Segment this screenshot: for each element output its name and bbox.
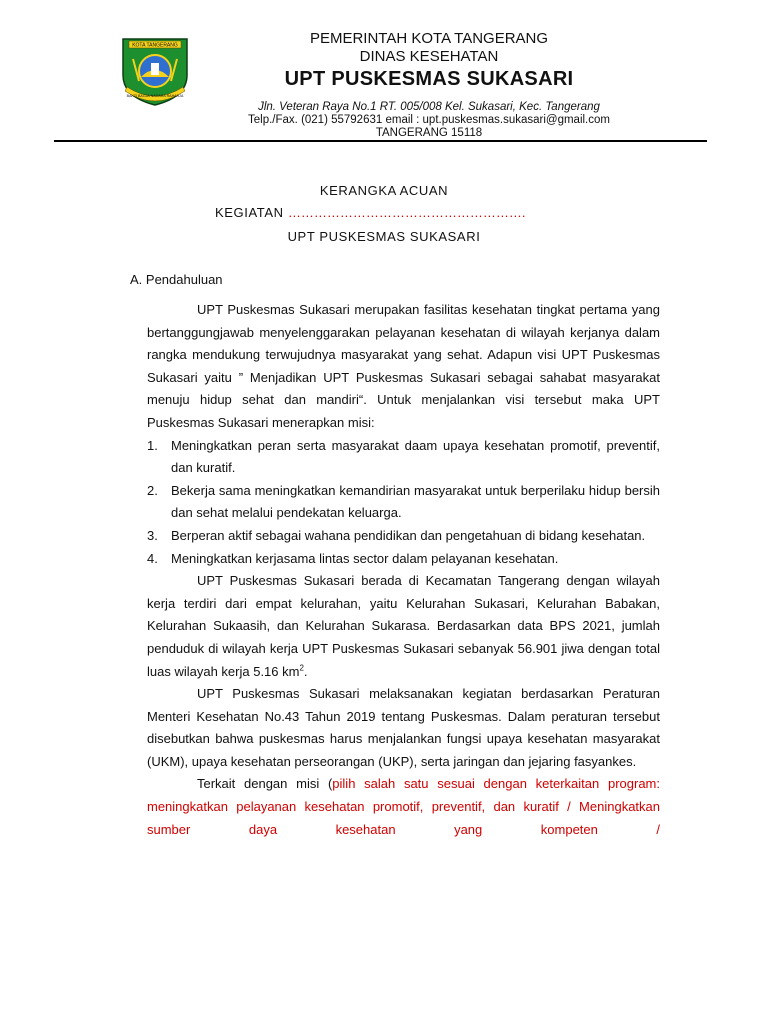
logo-bottom-text: BAKTI BAGJA NAGARA RAHARJA (126, 94, 184, 98)
contact-line: Telp./Fax. (021) 55792631 email : upt.puskesmas.sukasari@gmail.com (248, 114, 610, 126)
activity-line (215, 205, 525, 220)
activity-label: KEGIATAN (215, 205, 284, 220)
paragraph-regulation: UPT Puskesmas Sukasari melaksanakan kegiatan berdasarkan Peraturan Menteri Kesehatan No.43 Tahun 2019 tentang Puskesmas. Dalam peraturan tersebut disebutkan bahwa puskesmas harus menjalankan fungsi upaya kesehatan masyarakat (UKM), upaya kesehatan perseorangan (UKP), serta jaringan dan jejaring fasyankes. (147, 686, 660, 769)
paragraph-intro: UPT Puskesmas Sukasari merupakan fasilitas kesehatan tingkat pertama yang bertanggungjawab menyelenggarakan pelayanan kesehatan di wilayah kerjanya dalam rangka mendukung terwujudnya masyarakat yang sehat. Adapun visi UPT Puskesmas Sukasari yaitu ” Menjadikan UPT Puskesmas Sukasari sebagai sahabat masyarakat menuju hidup sehat dan mandiri“. Untuk menjalankan visi tersebut maka UPT Puskesmas Sukasari menerapkan misi: (147, 302, 660, 430)
document-body (147, 299, 660, 841)
paragraph-mission-link: Terkait dengan misi (pilih salah satu sesuai dengan keterkaitan program: meningkatkan pelayanan kesehatan promotif, preventif, dan kuratif / Meningkatkan sumber daya kesehatan yang kompeten / (147, 776, 660, 837)
list-item: 4. Meningkatkan kerjasama lintas sector dalam pelayanan kesehatan. (147, 550, 559, 566)
activity-placeholder: ………………………………………………. (287, 205, 526, 220)
institution-name: UPT PUSKESMAS SUKASARI (284, 68, 574, 90)
kota-tangerang-logo (115, 35, 195, 107)
department-name: DINAS KESEHATAN (359, 48, 499, 65)
letterhead (200, 30, 658, 92)
letterhead-divider (54, 140, 707, 142)
city-line: TANGERANG 15118 (375, 127, 483, 139)
list-item: 3. Berperan aktif sebagai wahana pendidikan dan pengetahuan di bidang kesehatan. (147, 527, 646, 543)
instruction-placeholder: pilih salah satu sesuai dengan keterkaitan program: meningkatkan pelayanan kesehatan promotif, preventif, dan kuratif / Meningkatkan sumber daya kesehatan yang kompeten / (147, 776, 660, 837)
address-block (200, 101, 658, 140)
address-line: Jln. Veteran Raya No.1 RT. 005/008 Kel. Sukasari, Kec. Tangerang (258, 101, 600, 113)
list-item: 2. Bekerja sama meningkatkan kemandirian masyarakat untuk berperilaku hidup bersih dan sehat melalui pendekatan keluarga. (147, 482, 660, 521)
mission-list (147, 435, 660, 571)
document-title: KERANGKA ACUAN (319, 183, 449, 198)
logo-top-text: KOTA TANGERANG (132, 42, 178, 49)
list-item: 1. Meningkatkan peran serta masyarakat daam upaya kesehatan promotif, preventif, dan kuratif. (147, 437, 660, 476)
document-subtitle: UPT PUSKESMAS SUKASARI (287, 229, 481, 244)
government-name: PEMERINTAH KOTA TANGERANG (309, 30, 549, 47)
section-heading: A. Pendahuluan (130, 272, 223, 287)
paragraph-area: UPT Puskesmas Sukasari berada di Kecamatan Tangerang dengan wilayah kerja terdiri dari empat kelurahan, yaitu Kelurahan Sukasari, Kelurahan Babakan, Kelurahan Sukaasih, dan Kelurahan Sukarasa. Berdasarkan data BPS 2021, jumlah penduduk di wilayah kerja UPT Puskesmas Sukasari sebanyak 56.901 jiwa dengan total luas wilayah kerja 5.16 $km^2$. (147, 573, 660, 679)
